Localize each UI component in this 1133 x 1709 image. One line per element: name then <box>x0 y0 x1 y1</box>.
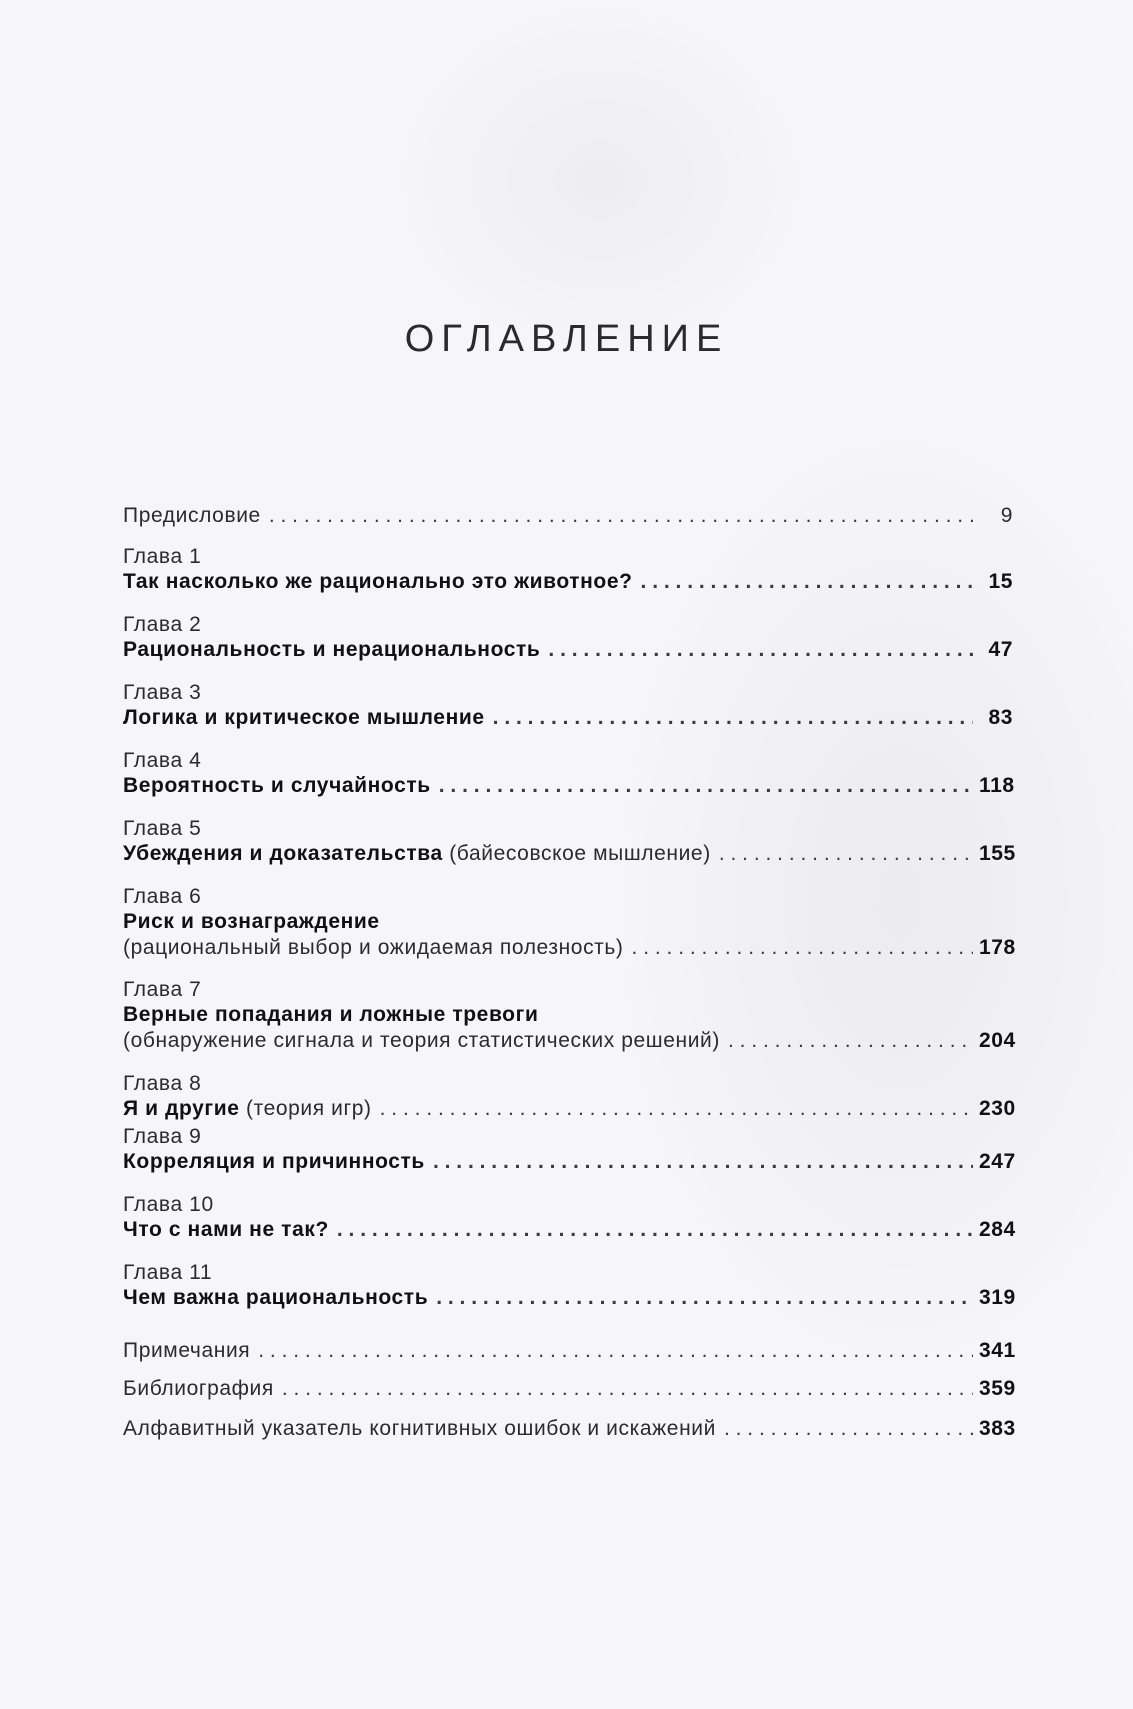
page-number: 341 <box>979 1339 1016 1362</box>
chapter-title: Что с нами не так? <box>123 1218 329 1241</box>
dot-leader <box>282 1376 973 1402</box>
chapter-label: Глава 5 <box>123 817 202 840</box>
chapter-title: Вероятность и случайность <box>123 774 431 797</box>
chapter-label: Глава 11 <box>123 1261 213 1284</box>
toc-entry-chapter-8 <box>123 1072 1016 1122</box>
chapter-subtitle: (рациональный выбор и ожидаемая полезность) <box>123 936 624 959</box>
chapter-title: Я и другие <box>123 1097 240 1120</box>
chapter-title: Риск и вознаграждение <box>123 910 380 933</box>
toc-entry-chapter-2 <box>123 613 1013 663</box>
toc-entry-chapter-6 <box>123 885 1016 961</box>
chapter-title: Так насколько же рационально это животное? <box>123 570 633 593</box>
dot-leader <box>337 1217 973 1243</box>
chapter-title: Чем важна рациональность <box>123 1286 429 1309</box>
dot-leader <box>439 773 973 799</box>
page-number: 118 <box>979 774 1015 797</box>
chapter-label: Глава 1 <box>123 545 202 568</box>
toc-entry-index <box>123 1416 1016 1442</box>
toc-entry-chapter-3 <box>123 681 1013 731</box>
chapter-label: Глава 8 <box>123 1072 202 1095</box>
chapter-label: Глава 7 <box>123 978 202 1001</box>
dot-leader <box>728 1028 973 1054</box>
dot-leader <box>433 1149 973 1175</box>
page-number: 155 <box>979 842 1016 865</box>
toc-entry-chapter-9 <box>123 1125 1016 1175</box>
page-number: 9 <box>1000 504 1013 527</box>
chapter-label: Глава 10 <box>123 1193 214 1216</box>
dot-leader <box>493 705 973 731</box>
toc-entry-chapter-10 <box>123 1193 1016 1243</box>
chapter-title: Корреляция и причинность <box>123 1150 425 1173</box>
dot-leader <box>641 569 973 595</box>
page-title: ОГЛАВЛЕНИЕ <box>404 318 729 360</box>
chapter-subtitle: (обнаружение сигнала и теория статистических решений) <box>123 1029 720 1052</box>
chapter-label: Глава 4 <box>123 749 202 772</box>
toc-entry-chapter-11 <box>123 1261 1016 1311</box>
dot-leader <box>436 1285 973 1311</box>
page-number: 383 <box>979 1417 1016 1440</box>
toc-entry-preface <box>123 503 1013 529</box>
chapter-subtitle: (байесовское мышление) <box>449 842 711 865</box>
dot-leader <box>724 1416 973 1442</box>
entry-title: Примечания <box>123 1339 251 1362</box>
chapter-label: Глава 6 <box>123 885 202 908</box>
dot-leader <box>632 935 973 961</box>
toc-entry-notes <box>123 1338 1016 1364</box>
chapter-label: Глава 2 <box>123 613 202 636</box>
toc-entry-bibliography <box>123 1376 1016 1402</box>
toc-entry-chapter-7 <box>123 978 1016 1054</box>
dot-leader <box>719 841 973 867</box>
entry-title: Предисловие <box>123 504 261 527</box>
page-number: 204 <box>979 1029 1016 1052</box>
chapter-title: Рациональность и нерациональность <box>123 638 541 661</box>
page-number: 178 <box>979 936 1016 959</box>
page-number: 359 <box>979 1377 1016 1400</box>
chapter-label: Глава 3 <box>123 681 202 704</box>
page-number: 47 <box>988 638 1013 661</box>
chapter-title: Верные попадания и ложные тревоги <box>123 1003 539 1026</box>
dot-leader <box>548 637 973 663</box>
page-number: 319 <box>979 1286 1016 1309</box>
toc-entry-chapter-5 <box>123 817 1016 867</box>
dot-leader <box>380 1096 973 1122</box>
entry-title: Алфавитный указатель когнитивных ошибок и искажений <box>123 1417 716 1440</box>
page-number: 230 <box>979 1097 1016 1120</box>
dot-leader <box>258 1338 973 1364</box>
page-number: 284 <box>979 1218 1016 1241</box>
chapter-label: Глава 9 <box>123 1125 202 1148</box>
dot-leader <box>269 503 973 529</box>
chapter-title: Логика и критическое мышление <box>123 706 485 729</box>
page-number: 247 <box>979 1150 1016 1173</box>
page-number: 83 <box>988 706 1013 729</box>
chapter-subtitle: (теория игр) <box>246 1097 372 1120</box>
entry-title: Библиография <box>123 1377 274 1400</box>
page-number: 15 <box>988 570 1013 593</box>
toc-entry-chapter-1 <box>123 545 1013 595</box>
toc-entry-chapter-4 <box>123 749 1013 799</box>
chapter-title: Убеждения и доказательства <box>123 842 443 865</box>
